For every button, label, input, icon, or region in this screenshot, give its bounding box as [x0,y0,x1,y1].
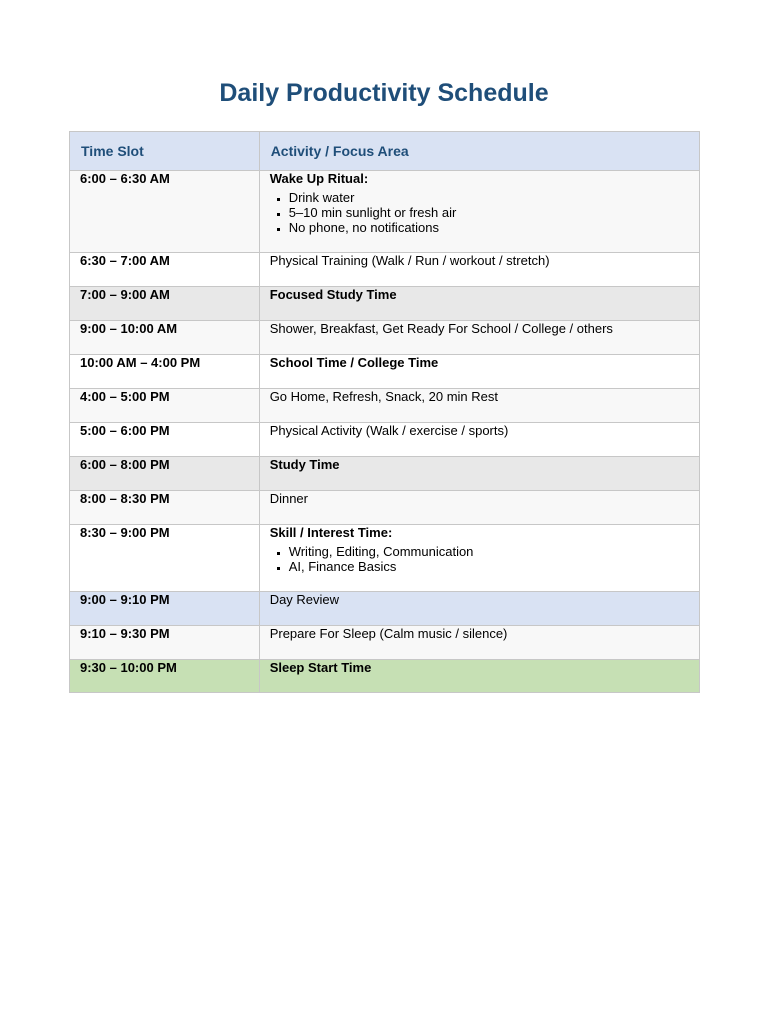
list-item: ▪ 5–10 min sunlight or fresh air [289,205,689,220]
table-row [70,355,700,389]
time-slot: 9:10 – 9:30 PM [70,626,260,660]
time-slot: 10:00 AM – 4:00 PM [70,355,260,389]
activity-label: Study Time [259,457,699,491]
time-slot: 6:30 – 7:00 AM [70,253,260,287]
column-header-activity: Activity / Focus Area [259,132,699,171]
activity-label: Sleep Start Time [259,660,699,693]
activity-label: Dinner [259,491,699,525]
table-row [70,626,700,660]
time-slot: 6:00 – 8:00 PM [70,457,260,491]
page-title: Daily Productivity Schedule [219,79,549,107]
bullet-list [270,190,689,235]
time-slot: 7:00 – 9:00 AM [70,287,260,321]
table-row [70,525,700,592]
time-slot: 9:00 – 10:00 AM [70,321,260,355]
activity-label: Day Review [259,592,699,626]
table-row [70,457,700,491]
table-row [70,253,700,287]
activity-label: Shower, Breakfast, Get Ready For School / College / others [259,321,699,355]
table-row [70,660,700,693]
table-row [70,491,700,525]
activity-label: Focused Study Time [259,287,699,321]
table-row [70,389,700,423]
activity-label: Physical Activity (Walk / exercise / sports) [259,423,699,457]
activity-label: Skill / Interest Time: [269,525,393,540]
time-slot: 9:00 – 9:10 PM [70,592,260,626]
table-header-row [70,132,700,171]
schedule-table [69,131,700,693]
time-slot: 6:00 – 6:30 AM [70,171,260,253]
time-slot: 8:30 – 9:00 PM [70,525,260,592]
column-header-time: Time Slot [70,132,260,171]
activity-label: Go Home, Refresh, Snack, 20 min Rest [259,389,699,423]
activity-cell [259,171,699,253]
list-item: ▪ Drink water [289,190,689,205]
table-row [70,171,700,253]
activity-label: Wake Up Ritual: [269,171,369,186]
time-slot: 5:00 – 6:00 PM [70,423,260,457]
table-row [70,321,700,355]
list-item: ▪ Writing, Editing, Communication [289,544,689,559]
activity-cell [259,525,699,592]
time-slot: 8:00 – 8:30 PM [70,491,260,525]
activity-label: Physical Training (Walk / Run / workout / stretch) [259,253,699,287]
list-item: ▪ AI, Finance Basics [289,559,689,574]
activity-label: Prepare For Sleep (Calm music / silence) [259,626,699,660]
time-slot: 4:00 – 5:00 PM [70,389,260,423]
time-slot: 9:30 – 10:00 PM [70,660,260,693]
activity-label: School Time / College Time [259,355,699,389]
list-item: ▪ No phone, no notifications [289,220,689,235]
bullet-list [270,544,689,574]
table-row [70,592,700,626]
table-row [70,287,700,321]
table-row [70,423,700,457]
